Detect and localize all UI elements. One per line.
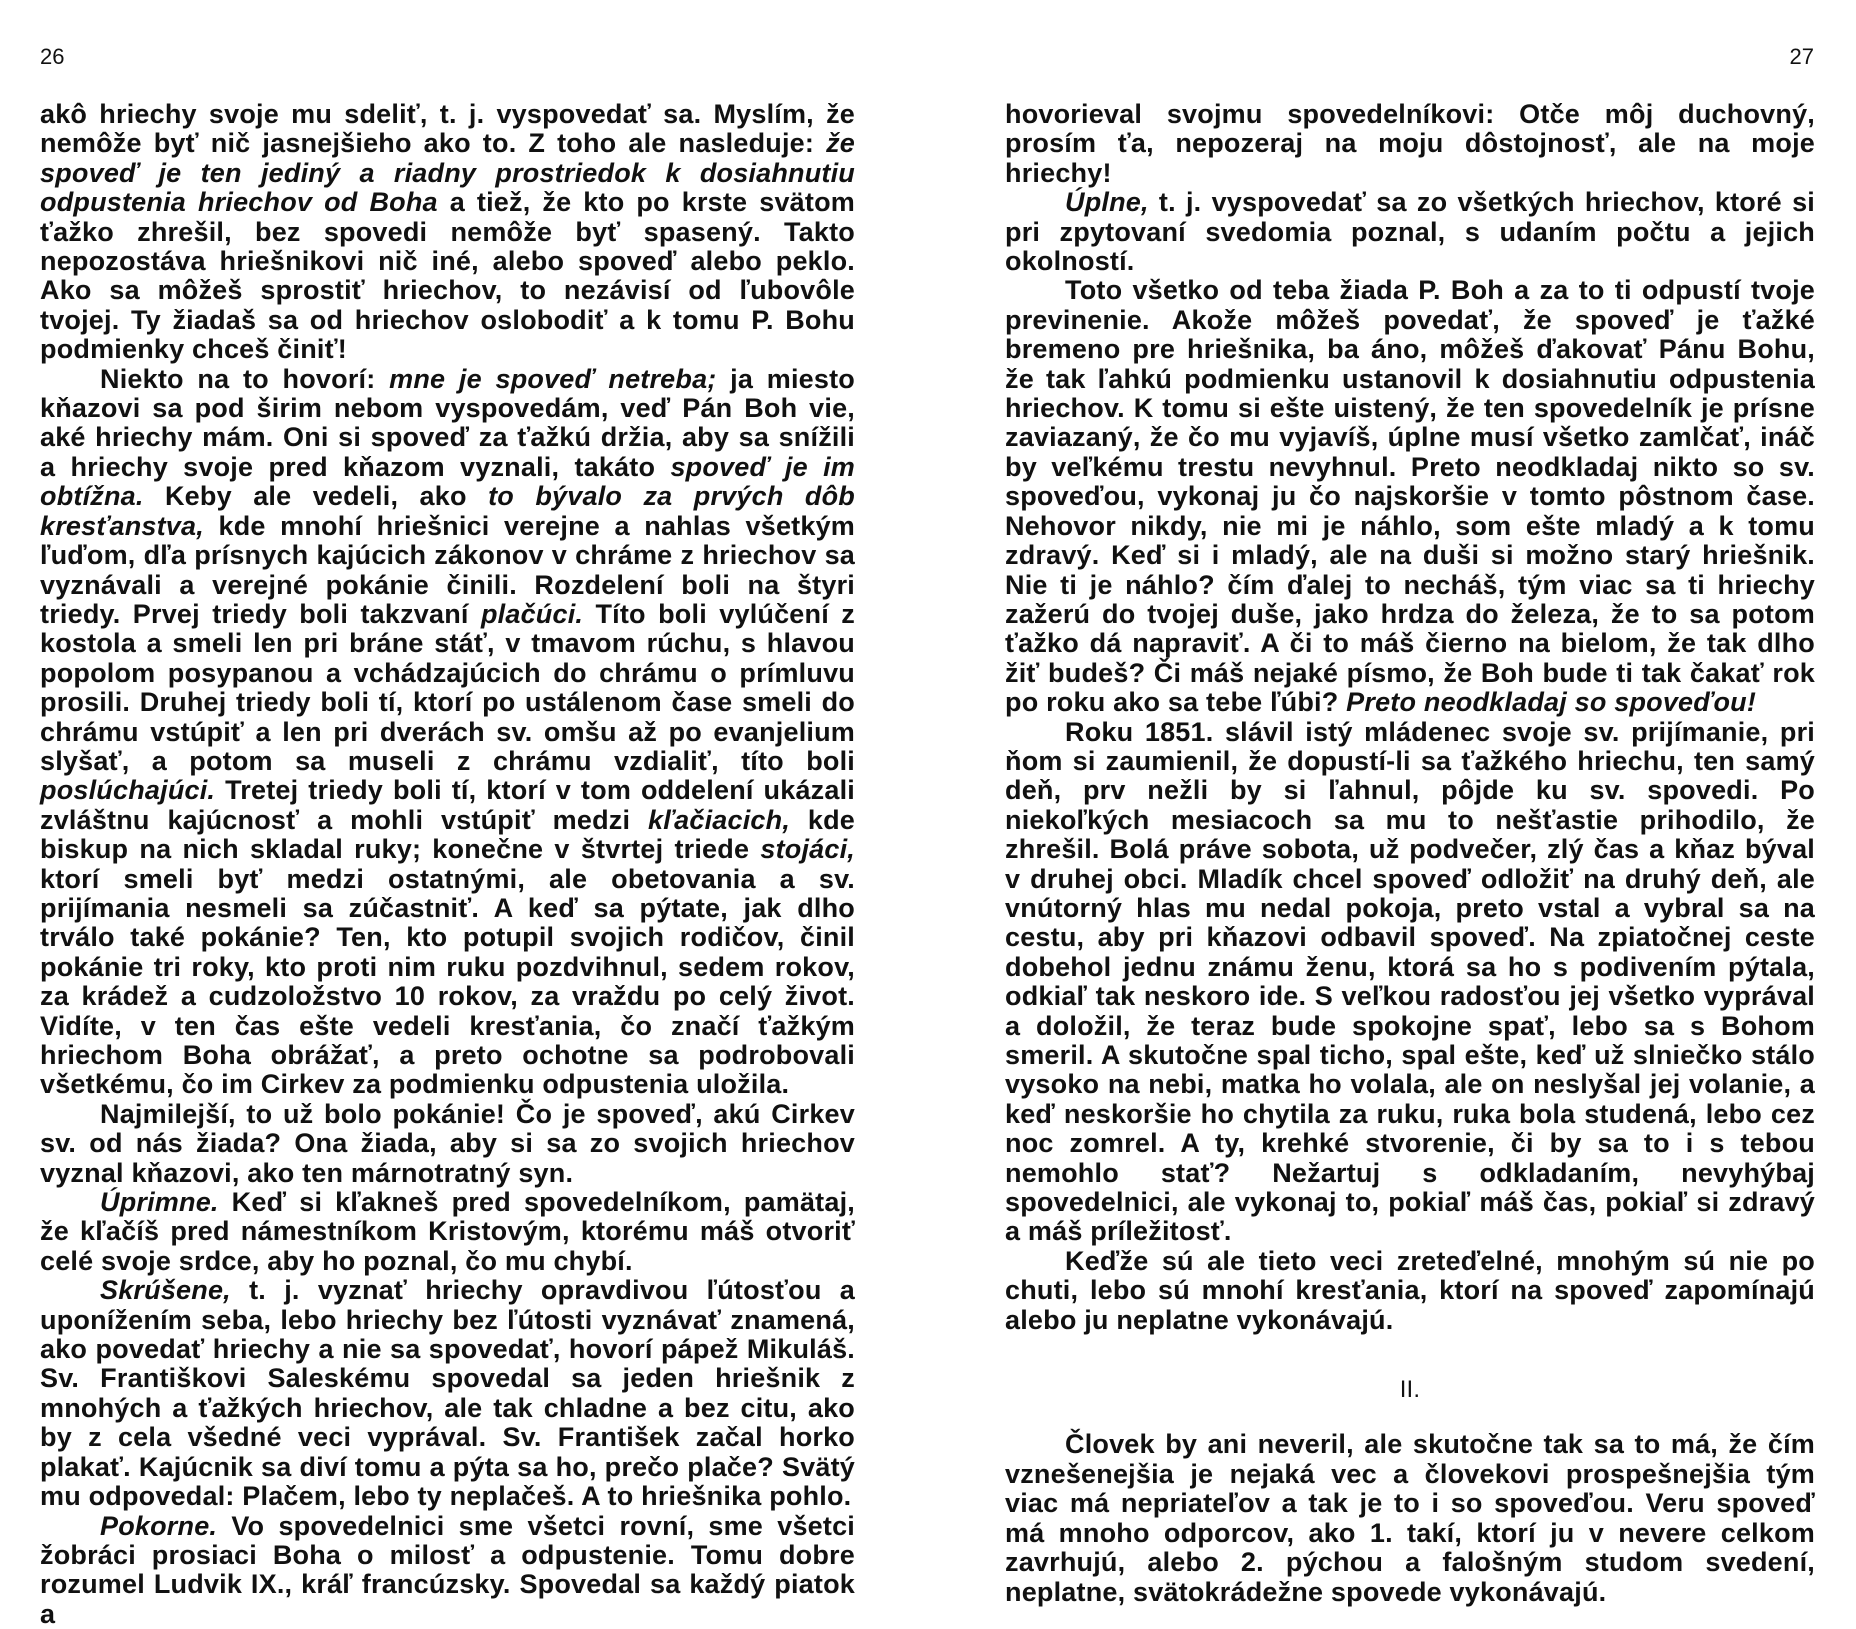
text-run: Niekto na to hovorí: [100, 364, 389, 394]
right-page-section-two [1005, 1430, 1815, 1606]
text-run: Keby ale vedeli, ako [144, 481, 488, 511]
emphasized-text: Pokorne. [100, 1511, 217, 1541]
emphasized-text: poslúchajúci. [40, 775, 215, 805]
paragraph [40, 100, 855, 365]
text-run: Keď si kľakneš pred spovedelníkom, pamätaj, že kľačíš pred námestníkom Kristovým, ktorému máš otvoriť celé svoje srdce, aby ho poznal, čo mu chybí. [40, 1187, 855, 1276]
emphasized-text: Úplne, [1065, 187, 1149, 217]
right-page-section-one [1005, 100, 1815, 1335]
section-heading: II. [1005, 1375, 1815, 1404]
emphasized-text: Preto neodkladaj so spoveďou! [1346, 687, 1756, 717]
text-run: t. j. vyspovedať sa zo všetkých hriechov, ktoré si pri zpytovaní svedomia poznal, s udaním počtu a jejich okolností. [1005, 187, 1815, 276]
emphasized-text: to bývalo za prvých dôb kresťanstva, [40, 481, 855, 540]
text-run: Vo spovedelnici sme všetci rovní, sme všetci žobráci prosiaci Boha o milosť a odpustenie. Tomu dobre rozumel Ludvik IX., kráľ francúzsky. Spovedal sa každý piatok a [40, 1511, 855, 1629]
left-page-number: 26 [40, 44, 64, 70]
paragraph [40, 1100, 855, 1188]
text-run: hovorieval svojmu spovedelníkovi: Otče môj duchovný, prosím ťa, nepozeraj na moju dôstojnosť, ale na moje hriechy! [1005, 99, 1815, 188]
paragraph [1005, 718, 1815, 1247]
right-page-text [1005, 100, 1815, 1480]
paragraph [1005, 1247, 1815, 1335]
text-run: ja miesto kňazovi sa pod širim nebom vyspovedám, veď Pán Boh vie, aké hriechy mám. Oni si spoveď za ťažkú držia, aby sa snížili a hriechy svoje pred kňazom vyznali, takáto [40, 364, 855, 482]
right-page-number: 27 [1790, 44, 1814, 70]
paragraph [1005, 100, 1815, 188]
paragraph [1005, 1430, 1815, 1606]
paragraph [1005, 188, 1815, 276]
text-run: Tretej triedy boli tí, ktorí v tom oddelení ukázali zvláštnu kajúcnosť a mohli vstúpiť medzi [40, 775, 855, 834]
text-run: ktorí smeli byť medzi ostatnými, ale obetovania a sv. prijímania nesmeli sa zúčastniť. A keď sa pýtate, jak dlho trválo také pokánie? Ten, kto potupil svojich rodičov, činil pokánie tri roky, kto proti nim ruku pozdvihnul, sedem rokov, za krádež a cudzoložstvo 10 rokov, za vraždu po celý život. Vidíte, v ten čas ešte vedeli kresťania, čo značí ťažkým hriechom Boha obrážať, a preto ochotne sa podrobovali všetkému, čo im Cirkev za podmienku odpustenia uložila. [40, 864, 855, 1100]
text-run: akô hriechy svoje mu sdeliť, t. j. vyspovedať sa. Myslím, že nemôže byť nič jasnejšieho ako to. Z toho ale nasleduje: [40, 99, 855, 158]
emphasized-text: že spoveď je ten jediný a riadny prostriedok k dosiahnutiu odpustenia hriechov od Boha [40, 128, 855, 217]
left-page-text [40, 100, 855, 1480]
text-run: Títo boli vylúčení z kostola a smeli len pri bráne stáť, v tmavom rúchu, s hlavou popolom posypanou a vchádzajúcich do chrámu o prímluvu prosili. Druhej triedy boli tí, ktorí po ustálenom čase smeli do chrámu vstúpiť a len pri dverách sv. omšu až po evanjelium slyšať, a potom sa museli z chrámu vzdialiť, títo boli [40, 599, 855, 776]
text-run: Najmilejší, to už bolo pokánie! Čo je spoveď, akú Cirkev sv. od nás žiada? Ona žiada, aby si sa zo svojich hriechov vyznal kňazovi, ako ten márnotratný syn. [40, 1099, 855, 1188]
paragraph [40, 1512, 855, 1629]
emphasized-text: plačúci. [481, 599, 583, 629]
emphasized-text: kľačiacich, [648, 805, 790, 835]
text-run: t. j. vyznať hriechy opravdivou ľútosťou a uponížením seba, lebo hriechy bez ľútosti vyznávať znamená, ako povedať hriechy a nie sa spovedať, hovorí pápež Mikuláš. Sv. Františkovi Saleskému spovedal sa jeden hriešnik z mnohých a ťažkých hriechov, ale tak chladne a bez citu, ako by z cela všedné veci vyprával. Sv. František začal horko plakať. Kajúcnik sa diví tomu a pýta sa ho, prečo plače? Svätý mu odpovedal: Plačem, lebo ty neplačeš. A to hriešnika pohlo. [40, 1275, 855, 1511]
paragraph [1005, 276, 1815, 717]
paragraph [40, 1276, 855, 1511]
emphasized-text: spoveď je im obtížna. [40, 452, 855, 511]
emphasized-text: mne je spoveď netreba; [389, 364, 716, 394]
text-run: a tiež, že kto po krste svätom ťažko zhrešil, bez spovedi nemôže byť spasený. Takto nepozostáva hriešnikovi nič iné, alebo spoveď alebo peklo. Ako sa môžeš sprostiť hriechov, to nezávisí od ľubovôle tvojej. Ty žiadaš sa od hriechov oslobodiť a k tomu P. Bohu podmienky chceš činiť! [40, 187, 855, 364]
emphasized-text: Úprimne. [100, 1187, 219, 1217]
text-run: kde biskup na nich skladal ruky; konečne v štvrtej triede [40, 805, 855, 864]
text-run: Keďže sú ale tieto veci zreteďelné, mnohým sú nie po chuti, lebo sú mnohí kresťania, ktorí na spoveď zapomínajú alebo ju neplatne vykonávajú. [1005, 1246, 1815, 1335]
paragraph [40, 365, 855, 1100]
paragraph [40, 1188, 855, 1276]
text-run: Roku 1851. slávil istý mládenec svoje sv. prijímanie, pri ňom si zaumienil, že dopustí-li sa ťažkého hriechu, ten samý deň, prv nežli by si ľahnul, pôjde ku sv. spovedi. Po niekoľkých mesiacoch sa mu to nešťastie prihodilo, že zhrešil. Bolá práve sobota, už podvečer, zlý čas a kňaz býval v druhej obci. Mladík chcel spoveď odložiť na druhý deň, ale vnútorný hlas mu nedal pokoja, preto vstal a vybral sa na cestu, aby pri kňazovi odbavil spoveď. Na zpiatočnej ceste dobehol jednu známu ženu, ktorá sa ho s podivením pýtala, odkiaľ tak neskoro ide. S veľkou radosťou jej všetko vyprával a doložil, že teraz bude spokojne spať, lebo sa s Bohom smeril. A skutočne spal ticho, spal ešte, keď už slniečko stálo vysoko na nebi, matka ho volala, ale on neslyšal jej volanie, a keď neskoršie ho chytila za ruku, ruka bola studená, lebo cez noc zomrel. A ty, krehké stvorenie, či by sa to i s tebou nemohlo stať? Nežartuj s odkladaním, nevyhýbaj spovedelnici, ale vykonaj to, pokiaľ máš čas, pokiaľ si zdravý a máš príležitosť. [1005, 717, 1815, 1247]
text-run: Toto všetko od teba žiada P. Boh a za to ti odpustí tvoje previnenie. Akože môžeš povedať, že spoveď je ťažké bremeno pre hriešnika, ba áno, môžeš ďakovať Pánu Bohu, že tak ľahkú podmienku ustanovil k dosiahnutiu odpustenia hriechov. K tomu si ešte uistený, že ten spovedelník je prísne zaviazaný, že čo mu vyjavíš, úplne musí všetko zamlčať, ináč by veľkému trestu nevyhnul. Preto neodkladaj nikto so sv. spoveďou, vykonaj ju čo najskoršie v tomto pôstnom čase. Nehovor nikdy, nie mi je náhlo, som ešte mladý a k tomu zdravý. Keď si i mladý, ale na duši si možno starý hriešnik. Nie ti je náhlo? čím ďalej to necháš, tým viac sa ti hriechy zažerú do tvojej duše, jako hrdza do železa, že to sa potom ťažko dá napraviť. A či to máš čierno na bielom, že tak dlho žiť budeš? Či máš nejaké písmo, že Boh bude ti tak čakať rok po roku ako sa tebe ľúbi? [1005, 275, 1815, 717]
emphasized-text: stojáci, [760, 834, 855, 864]
emphasized-text: Skrúšene, [100, 1275, 231, 1305]
text-run: Človek by ani neveril, ale skutočne tak sa to má, že čím vznešenejšia je nejaká vec a človekovi prospešnejšia tým viac má nepriateľov a tak je to i so spoveďou. Veru spoveď má mnoho odporcov, ako 1. takí, ktorí ju v nevere celkom zavrhujú, alebo 2. pýchou a falošným studom svedení, neplatne, svätokrádežne spovede vykonávajú. [1005, 1429, 1815, 1606]
text-run: kde mnohí hriešnici verejne a nahlas všetkým ľuďom, dľa prísnych kajúcich zákonov v chráme z hriechov sa vyznávali a verejné pokánie činili. Rozdelení boli na štyri triedy. Prvej triedy boli takzvaní [40, 511, 855, 629]
